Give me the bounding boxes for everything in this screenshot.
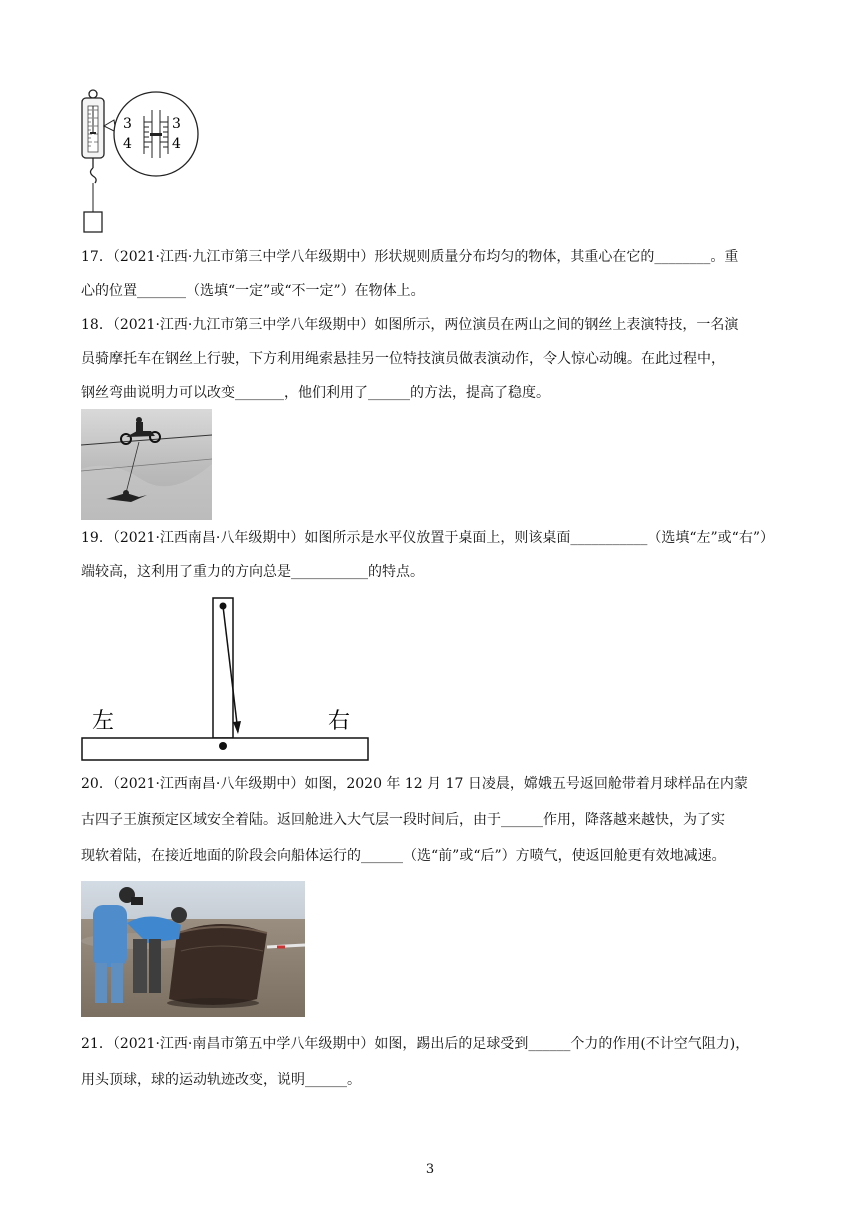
q21-line2: 用头顶球，球的运动轨迹改变，说明______。 bbox=[81, 1072, 361, 1088]
page-number: 3 bbox=[425, 1162, 435, 1177]
left-label: 左 bbox=[92, 708, 115, 733]
q20-line3: 现软着陆，在接近地面的阶段会向船体运行的______（选“前”或“后”）方喷气，使返回舱更有效地减速。 bbox=[81, 848, 726, 864]
q18-line1: 18．（2021·江西·九江市第三中学八年级期中）如图所示，两位演员在两山之间的钢丝上表演特技，一名演 bbox=[81, 317, 739, 333]
scale-mark-3-left: 3 bbox=[123, 116, 132, 132]
scale-mark-4-right: 4 bbox=[172, 136, 181, 152]
q17-line1: 17．（2021·江西·九江市第三中学八年级期中）形状规则质量分布均匀的物体，其重心在它的________。重 bbox=[81, 249, 739, 265]
q19-line2: 端较高，这利用了重力的方向总是___________的特点。 bbox=[81, 564, 424, 580]
q17-line2: 心的位置_______（选填“一定”或“不一定”）在物体上。 bbox=[81, 283, 425, 299]
q21-line1: 21．（2021·江西·南昌市第五中学八年级期中）如图，踢出后的足球受到______个力的作用(不计空气阻力)， bbox=[81, 1036, 750, 1052]
scale-mark-4-left: 4 bbox=[123, 136, 132, 152]
q19-line1: 19．（2021·江西南昌·八年级期中）如图所示是水平仪放置于桌面上，则该桌面___________（选填“左”或“右”） bbox=[81, 530, 774, 546]
right-label: 右 bbox=[328, 708, 351, 733]
scale-mark-3-right: 3 bbox=[172, 116, 181, 132]
q20-line2: 古四子王旗预定区域安全着陆。返回舱进入大气层一段时间后，由于______作用，降落越来越快，为了实 bbox=[81, 812, 725, 828]
q18-line2: 员骑摩托车在钢丝上行驶，下方利用绳索悬挂另一位特技演员做表演动作，令人惊心动魄。在此过程中， bbox=[81, 351, 725, 367]
tightrope-photo bbox=[81, 409, 212, 520]
spring-scale-figure bbox=[78, 86, 203, 236]
return-capsule-photo bbox=[81, 881, 305, 1017]
q20-line1: 20．（2021·江西南昌·八年级期中）如图，2020 年 12 月 17 日凌晨，嫦娥五号返回舱带着月球样品在内蒙 bbox=[81, 776, 748, 792]
level-figure bbox=[80, 594, 372, 764]
q18-line3: 钢丝弯曲说明力可以改变_______，他们利用了______的方法，提高了稳度。 bbox=[81, 385, 550, 401]
